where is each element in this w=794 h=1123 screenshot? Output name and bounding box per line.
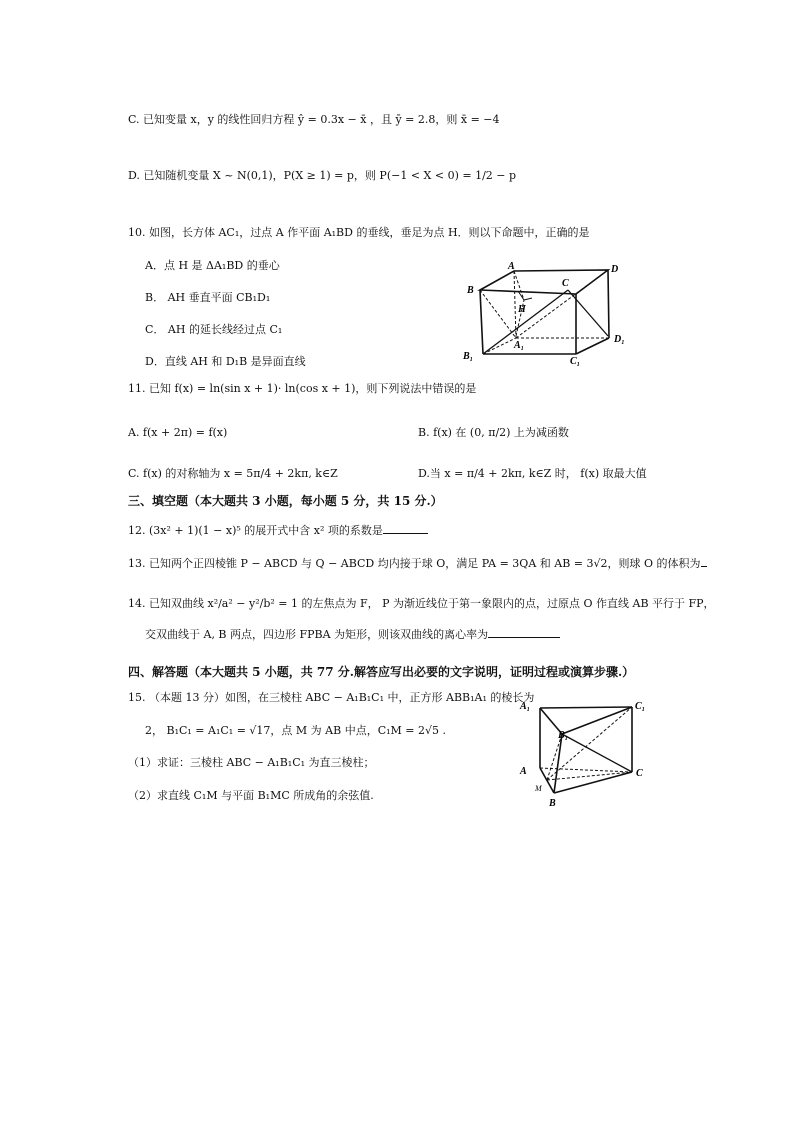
- label-D1: D₁: [614, 334, 625, 345]
- question-15-part1: （1）求证：三棱柱 ABC − A₁B₁C₁ 为直三棱柱；: [128, 756, 375, 769]
- question-15-part2: （2）求直线 C₁M 与平面 B₁MC 所成角的余弦值.: [128, 789, 374, 802]
- label-A: A: [520, 766, 527, 777]
- question-10: 10. 如图，长方体 AC₁，过点 A 作平面 A₁BD 的垂线，垂足为点 H．则以下命题中，正确的是: [128, 226, 590, 239]
- answer-blank-14: [488, 627, 560, 638]
- option-10d: D．直线 AH 和 D₁B 是异面直线: [145, 355, 306, 368]
- option-11a: A. f(x + 2π) = f(x): [128, 426, 228, 439]
- option-11b: B. f(x) 在 (0, π/2) 上为减函数: [418, 426, 569, 439]
- cuboid-figure: [458, 258, 638, 368]
- label-H: H: [518, 304, 526, 315]
- option-9c: C. 已知变量 x，y 的线性回归方程 ŷ = 0.3x − x̄ ，且 ȳ = 2.8，则 x̄ = −4: [128, 113, 500, 126]
- prism-figure: [518, 696, 658, 808]
- option-11c: C. f(x) 的对称轴为 x = 5π/4 + 2kπ, k∈Z: [128, 467, 338, 480]
- section-fill-in: 三、填空题（本大题共 3 小题，每小题 5 分，共 15 分.）: [128, 494, 443, 508]
- label-C1: C₁: [570, 356, 581, 367]
- label-B: B: [549, 798, 556, 808]
- label-C1: C₁: [635, 701, 646, 712]
- section-solutions: 四、解答题（本大题共 5 小题，共 77 分.解答应写出必要的文字说明，证明过程或演算步骤.）: [128, 665, 635, 679]
- option-11d: D.当 x = π/4 + 2kπ, k∈Z 时， f(x) 取最大值: [418, 467, 647, 480]
- label-A: A: [508, 261, 515, 272]
- label-C: C: [636, 768, 643, 779]
- option-10a: A．点 H 是 ΔA₁BD 的垂心: [145, 259, 280, 272]
- question-14: 14. 已知双曲线 x²/a² − y²/b² = 1 的左焦点为 F， P 为渐近线位于第一象限内的点，过原点 O 作直线 AB 平行于 FP，: [128, 597, 715, 610]
- label-A1: A₁: [520, 701, 531, 712]
- question-11: 11. 已知 f(x) = ln(sin x + 1)· ln(cos x + 1)，则下列说法中错误的是: [128, 382, 477, 395]
- label-M: M: [535, 784, 542, 793]
- question-15: 15. （本题 13 分）如图，在三棱柱 ABC − A₁B₁C₁ 中，正方形 ABB₁A₁ 的棱长为: [128, 691, 535, 704]
- label-B1: B₁: [463, 351, 474, 362]
- answer-blank-13: [701, 556, 707, 567]
- option-10c: C． AH 的延长线经过点 C₁: [145, 323, 283, 336]
- answer-blank-12: [383, 523, 428, 534]
- option-10b: B． AH 垂直平面 CB₁D₁: [145, 291, 271, 304]
- question-15-cont: 2， B₁C₁ = A₁C₁ = √17，点 M 为 AB 中点，C₁M = 2√5 .: [145, 724, 446, 737]
- label-B1: B₁: [558, 730, 569, 741]
- option-9d: D. 已知随机变量 X ~ N(0,1)，P(X ≥ 1) = p，则 P(−1 < X < 0) = 1/2 − p: [128, 169, 517, 182]
- label-D: D: [611, 264, 619, 275]
- question-13: 13. 已知两个正四棱锥 P − ABCD 与 Q − ABCD 均内接于球 O，满足 PA = 3QA 和 AB = 3√2，则球 O 的体积为: [128, 556, 707, 572]
- question-12: 12. (3x² + 1)(1 − x)⁵ 的展开式中含 x² 项的系数是: [128, 523, 428, 539]
- label-C: C: [562, 278, 569, 289]
- question-14-cont: 交双曲线于 A, B 两点，四边形 FPBA 为矩形，则该双曲线的离心率为: [145, 627, 560, 643]
- label-B: B: [467, 285, 474, 296]
- label-A1: A₁: [514, 340, 525, 351]
